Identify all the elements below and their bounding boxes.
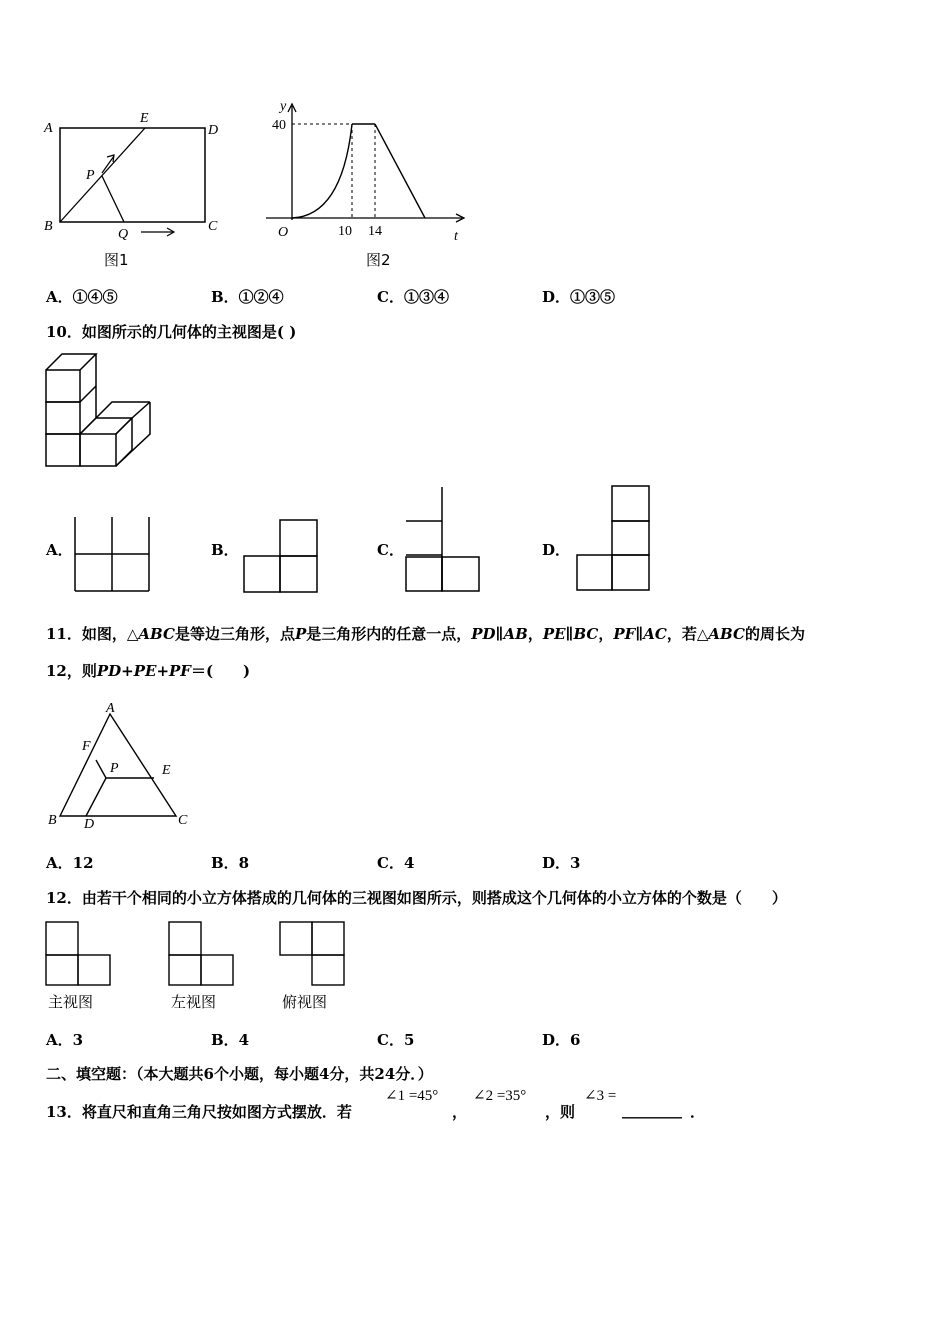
label-q: Q xyxy=(118,227,129,242)
label-t: t xyxy=(454,229,458,244)
q11-p: P xyxy=(294,625,307,643)
label-p: P xyxy=(110,761,119,776)
label-d: D xyxy=(84,817,95,832)
q11-text-5: 的周长为 xyxy=(744,625,805,643)
label-f: F xyxy=(82,739,91,754)
q11-text-3: 是三角形内的任意一点， xyxy=(306,625,472,643)
q13-angle-3: ∠3 = xyxy=(584,1088,617,1104)
q11-comma-1: ， xyxy=(527,625,543,643)
descending-segment xyxy=(375,124,425,218)
segment-be xyxy=(60,128,145,222)
curve-segment xyxy=(292,124,352,218)
label-a: A xyxy=(44,121,53,136)
q9-option-d[interactable]: D．①③⑤ xyxy=(542,288,616,306)
q11-pd-ab: PD∥AB xyxy=(471,625,528,643)
q10-solid-figure xyxy=(44,352,156,472)
label-b: B xyxy=(48,813,57,828)
q9-option-c[interactable]: C．①③④ xyxy=(377,288,449,306)
segment-pq xyxy=(102,176,124,222)
q9-figure-1 xyxy=(40,110,240,275)
q12-left-view xyxy=(167,920,239,1015)
q13-angle-1: ∠1 =45° xyxy=(385,1088,439,1104)
q10-option-d-label[interactable]: D． xyxy=(542,541,571,559)
label-14: 14 xyxy=(368,224,382,239)
q13-end: ． xyxy=(690,1103,706,1121)
q9-option-a[interactable]: A．①④⑤ xyxy=(46,288,118,306)
label-40: 40 xyxy=(272,118,286,133)
q11-option-a[interactable]: A．12 xyxy=(46,854,94,872)
label-a: A xyxy=(106,701,115,716)
q11-abc-1: △ABC xyxy=(126,625,175,643)
label-e: E xyxy=(140,111,149,126)
label-10: 10 xyxy=(338,224,352,239)
label-y: y xyxy=(280,99,287,114)
q13-answer-blank[interactable]: ________ xyxy=(622,1101,682,1119)
q12-stem: 12．由若干个相同的小立方体搭成的几何体的三视图如图所示，则搭成这个几何体的小立方体的个数是（ ） xyxy=(46,889,787,907)
q11-text-6: 12，则 xyxy=(46,662,97,680)
q9-option-b[interactable]: B．①②④ xyxy=(211,288,284,306)
label-b: B xyxy=(44,219,53,234)
q10-option-d-figure[interactable] xyxy=(575,484,655,596)
q12-front-view xyxy=(44,920,116,1015)
q12-option-b[interactable]: B．4 xyxy=(211,1031,250,1049)
q11-text-4: ，若 xyxy=(666,625,697,643)
label-c: C xyxy=(208,219,218,234)
segment-pf xyxy=(96,760,106,778)
figure-2-caption: 图2 xyxy=(366,251,391,269)
label-o: O xyxy=(278,225,289,240)
label-c: C xyxy=(178,813,188,828)
q11-triangle-figure xyxy=(44,700,194,835)
q13-comma: ， xyxy=(452,1103,468,1121)
q11-text-7: ＝( ) xyxy=(190,662,251,680)
q11-text-2: 是等边三角形，点 xyxy=(174,625,295,643)
q11-pf-ac: PF∥AC xyxy=(613,625,667,643)
section-2-header: 二、填空题：（本大题共6个小题，每小题4分，共24分．） xyxy=(46,1065,433,1083)
figure-1-caption: 图1 xyxy=(104,251,129,269)
q9-figure-2 xyxy=(262,98,472,273)
q10-option-b-label[interactable]: B． xyxy=(211,541,239,559)
q13-angle-2: ∠2 =35° xyxy=(473,1088,527,1104)
top-view-caption: 俯视图 xyxy=(282,993,328,1011)
q11-option-b[interactable]: B．8 xyxy=(211,854,250,872)
q12-option-a[interactable]: A．3 xyxy=(46,1031,84,1049)
q11-expr: PD+PE+PF xyxy=(96,662,191,680)
q11-option-d[interactable]: D．3 xyxy=(542,854,581,872)
q13-text-2: ，则 xyxy=(545,1103,576,1121)
q11-stem-line-1 xyxy=(46,623,805,644)
q11-comma-2: ， xyxy=(598,625,614,643)
q10-stem: 10．如图所示的几何体的主视图是( ) xyxy=(46,323,297,341)
q10-option-b-figure[interactable] xyxy=(242,518,322,596)
q11-stem-line-2 xyxy=(46,660,250,681)
q12-option-c[interactable]: C．5 xyxy=(377,1031,415,1049)
q12-top-view xyxy=(278,920,350,1015)
q13-text-1: 13．将直尺和直角三角尺按如图方式摆放．若 xyxy=(46,1103,352,1121)
q10-option-a-label[interactable]: A． xyxy=(46,541,73,559)
q11-pe-bc: PE∥BC xyxy=(542,625,599,643)
q11-option-c[interactable]: C．4 xyxy=(377,854,415,872)
q12-option-d[interactable]: D．6 xyxy=(542,1031,581,1049)
q10-option-c-figure[interactable] xyxy=(404,485,484,597)
q10-option-a-figure[interactable] xyxy=(73,515,153,595)
q11-text-1: 11．如图， xyxy=(46,625,127,643)
left-view-caption: 左视图 xyxy=(171,993,217,1011)
q10-option-c-label[interactable]: C． xyxy=(377,541,404,559)
label-e: E xyxy=(162,763,171,778)
front-view-caption: 主视图 xyxy=(48,993,94,1011)
label-d: D xyxy=(208,123,219,138)
q11-abc-2: △ABC xyxy=(696,625,745,643)
label-p: P xyxy=(86,168,95,183)
segment-pd xyxy=(86,778,106,816)
